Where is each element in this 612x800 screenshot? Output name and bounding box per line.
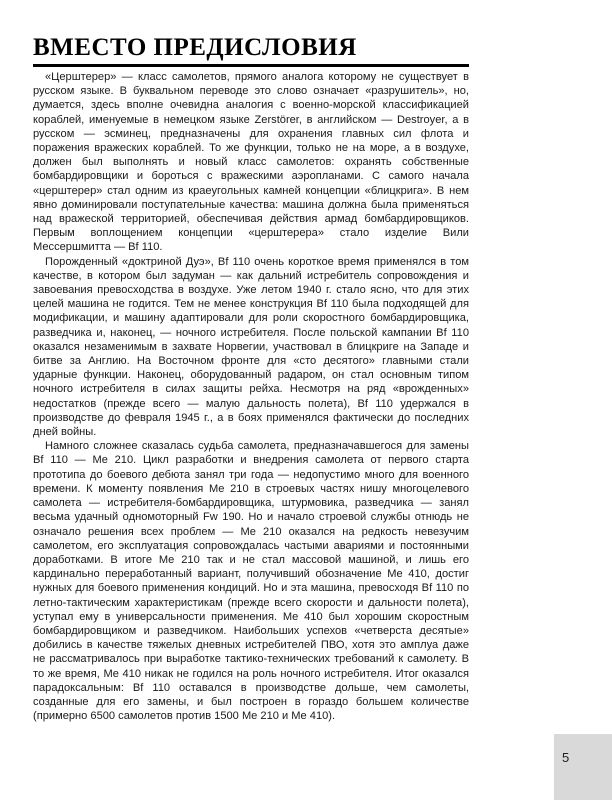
paragraph-bf110: Порожденный «доктриной Дуэ», Bf 110 очень короткое время применялся в том качестве, в котором был задуман — как дальний истребитель сопровождения и завоевания превосходства в воздухе. Уже летом 1940 г. стало ясно, что для этих целей машина не годится. Тем не менее конструкция Bf 110 была подходящей для модификации, и машину адаптировали для роли скоростного бомбардировщика, разведчика и, наконец, — ночного истребителя. После польской кампании Bf 110 оказался незаменимым в захвате Норвегии, участвовал в блицкриге на Западе и битве за Англию. На Восточном фронте для «сто десятого» главными стали ударные функции. Наконец, оборудованный радаром, он стал основным типом ночного истребителя в силах защиты рейха. Несмотря на ряд «врожденных» недостатков (прежде всего — малую дальность полета), Bf 110 удержался в производстве до февраля 1945 г., а в боях применялся фактически до последних дней войны. [33,255,469,439]
page-number: 5 [562,750,570,765]
title-underline [33,64,469,67]
article-body [33,70,469,723]
paragraph-me210: Намного сложнее сказалась судьба самолета, предназначавшегося для замены Bf 110 — Me 210. Цикл разработки и внедрения самолета от первого старта прототипа до боевого дебюта занял три года — недопустимо много для военного времени. К моменту появления Me 210 в строевых частях нишу многоцелевого самолета — истребителя-бомбардировщика, штурмовика, разведчика — занял весьма удачный одномоторный Fw 190. Но и начало строевой службы отнюдь не означало решения всех проблем — Me 210 оказался на редкость невезучим самолетом, его эксплуатация сопровождалась частыми авариями и постоянными доработками. В итоге Me 210 так и не стал массовой машиной, и лишь его кардинально переработанный вариант, получивший обозначение Me 410, достиг нужных для боевого применения кондиций. Но и эта машина, превосходя Bf 110 по летно-тактическим характеристикам (прежде всего скорости и дальности полета), уступал ему в универсальности применения. Me 410 был хорошим скоростным бомбардировщиком и разведчиком. Наибольших успехов «четверста десятые» добились в качестве тяжелых дневных истребителей ПВО, хотя это амплуа даже не рассматривалось при выработке тактико-технических требований к самолету. В то же время, Me 410 никак не годился на роль ночного истребителя. Итог оказался парадоксальным: Bf 110 оставался в производстве дольше, чем самолеты, созданные для его замены, и был построен в гораздо большем количестве (примерно 6500 самолетов против 1500 Me 210 и Me 410). [33,440,469,723]
page-number-tab [554,734,612,800]
page-title: ВМЕСТО ПРЕДИСЛОВИЯ [33,34,357,61]
paragraph-intro: «Церштерер» — класс самолетов, прямого аналога которому не существует в русском языке. В буквальном переводе это слово означает «разрушитель», но, думается, здесь вполне очевидна аналогия с военно-морской классификацией кораблей, именуемые в немецком языке Zerstörer, в английском — Destroyer, а в русском — эсминец, предназначены для охранения главных сил флота и поражения вражеских кораблей. То же функции, только не на море, а в воздухе, должен был выполнять и новый класс самолетов: охранять собственные бомбардировщики и бороться с вражескими аэропланами. С самого начала «церштерер» стал одним из краеугольных камней концепции «блицкрига». В нем явно доминировали поступательные качества: машина должна была применяться над вражеской территорией, обеспечивая действия армад бомбардировщиков. Первым воплощением концепции «церштерера» стало изделие Вили Мессершмитта — Bf 110. [33,71,469,254]
